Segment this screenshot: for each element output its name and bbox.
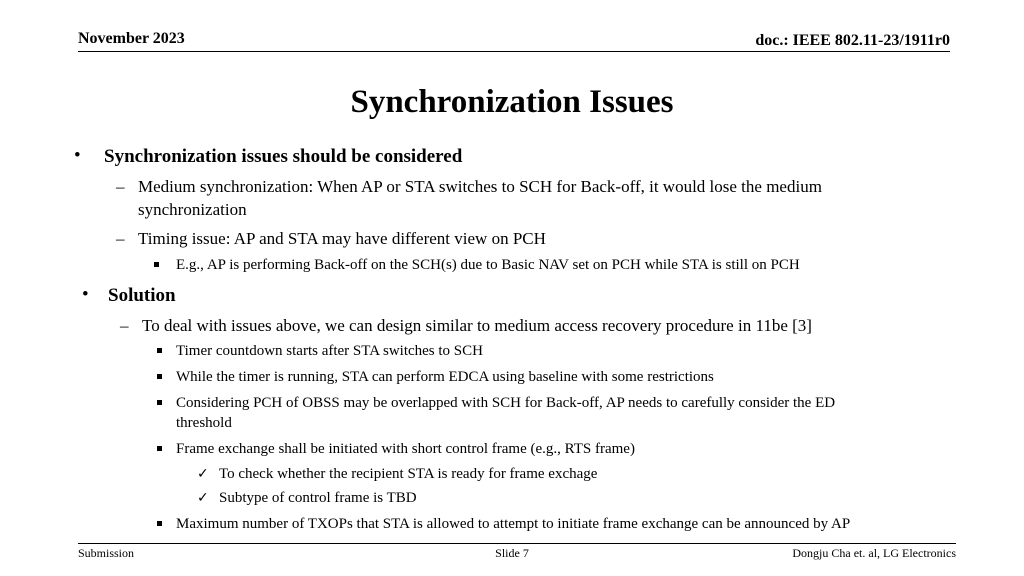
bullet-synchronization-issues: Synchronization issues should be considered [104,146,463,167]
square-bullet-2 [157,348,162,353]
dash-marker-2: – [116,229,125,248]
square-bullet-4 [157,400,162,405]
bullet-dot-2: • [82,284,89,305]
dash-marker-1: – [116,177,125,196]
item-eg-backoff: E.g., AP is performing Back-off on the SCH(s) due to Basic NAV set on PCH while STA is still on PCH [176,257,800,273]
footer-slide-number: Slide 7 [495,546,529,560]
square-bullet-5 [157,446,162,451]
sub-timing-issue: Timing issue: AP and STA may have different view on PCH [138,229,546,248]
footer-divider [78,543,956,544]
item-max-txops: Maximum number of TXOPs that STA is allowed to attempt to initiate frame exchange can be announced by AP [176,516,851,532]
footer-submission: Submission [78,546,135,560]
item-considering-pch-line1: Considering PCH of OBSS may be overlapped with SCH for Back-off, AP needs to carefully consider the ED [176,395,836,411]
sub-deal-with-issues: To deal with issues above, we can design similar to medium access recovery procedure in 11be [3] [142,316,812,335]
sub-medium-sync-line1: Medium synchronization: When AP or STA switches to SCH for Back-off, it would lose the medium [138,177,822,196]
dash-marker-3: – [120,316,129,335]
bullet-dot-1: • [74,145,81,166]
item-considering-pch-line2: threshold [176,415,232,431]
header-date: November 2023 [78,30,185,47]
slide-title: Synchronization Issues [350,84,674,120]
header-divider [78,51,950,52]
square-bullet-6 [157,521,162,526]
check-item-subtype-tbd: Subtype of control frame is TBD [219,490,417,506]
check-icon-2: ✓ [197,490,209,506]
check-icon-1: ✓ [197,466,209,482]
header-doc-id: doc.: IEEE 802.11-23/1911r0 [755,32,950,49]
footer-author: Dongju Cha et. al, LG Electronics [792,546,956,560]
item-frame-exchange: Frame exchange shall be initiated with short control frame (e.g., RTS frame) [176,441,635,457]
sub-medium-sync-line2: synchronization [138,200,247,219]
item-timer-running: While the timer is running, STA can perform EDCA using baseline with some restrictions [176,369,714,385]
square-bullet-1 [154,262,159,267]
check-item-recipient-ready: To check whether the recipient STA is ready for frame exchage [219,466,598,482]
square-bullet-3 [157,374,162,379]
item-timer-countdown: Timer countdown starts after STA switches to SCH [176,343,483,359]
bullet-solution: Solution [108,285,176,306]
